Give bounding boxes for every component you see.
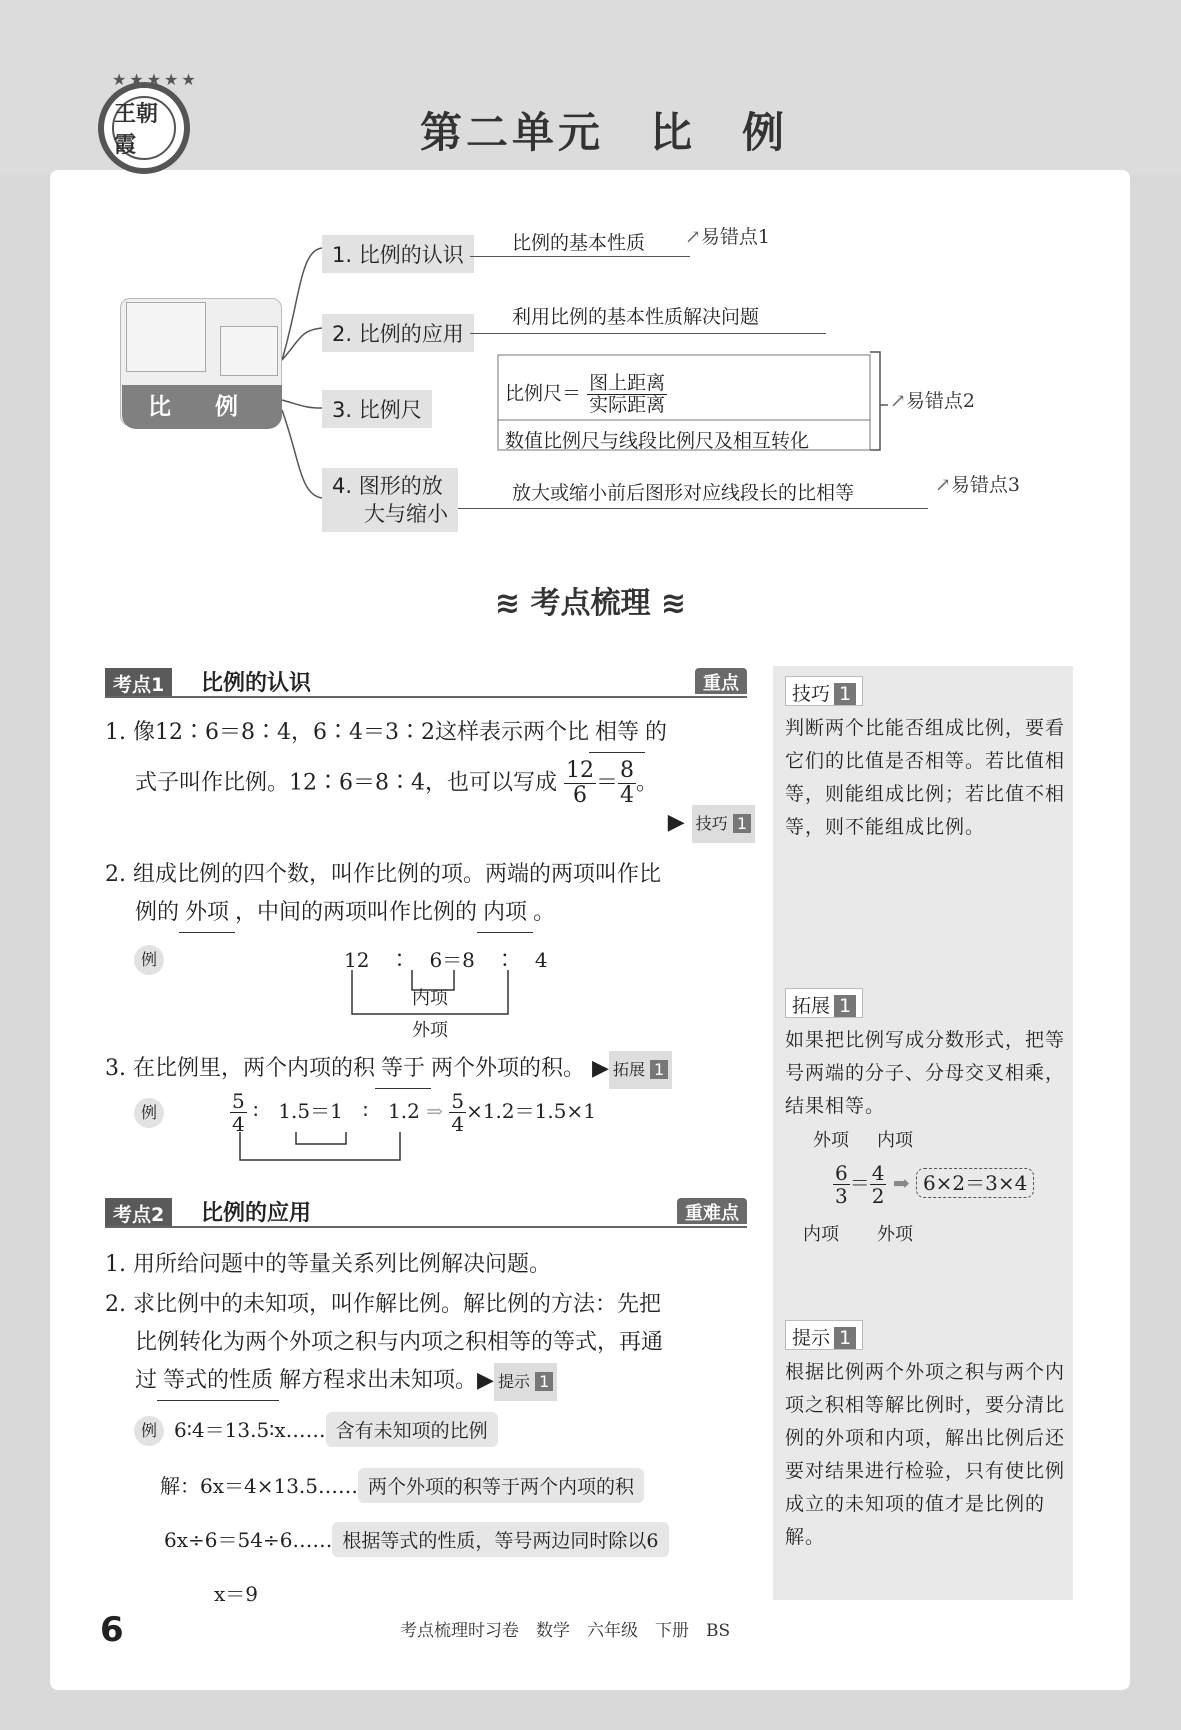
example-tag: 例	[134, 1098, 164, 1128]
branch-2-detail: 利用比例的基本性质解决问题	[512, 306, 760, 328]
branch-4-detail: 放大或缩小前后图形对应线段长的比相等	[512, 482, 855, 504]
branch-3-label: 3. 比例尺	[322, 390, 432, 428]
kp2-item1: 1. 用所给问题中的等量关系列比例解决问题。	[105, 1252, 551, 1277]
solve-step-4: x＝9	[214, 1582, 259, 1606]
arrow-icon: ↗	[685, 226, 701, 248]
branch-4-note: ↗易错点3	[935, 474, 1021, 496]
example-2-brackets	[230, 1130, 430, 1170]
kp2-header	[105, 1198, 747, 1228]
solve-step-3: 6x÷6＝54÷6…… 根据等式的性质，等号两边同时除以6	[164, 1522, 669, 1557]
example-2-expression: $\frac{5}{4}$ ∶ 1.5＝1 ∶ 1.2 ⇒ $\frac{5}{4}$ ×1.2＝1.5×1	[232, 1089, 596, 1136]
example-1-expression: 12 ∶ 6＝8 ∶ 4	[344, 948, 548, 972]
kp1-name: 比例的认识	[201, 671, 312, 696]
blank-answer: 内项	[477, 894, 533, 933]
ref-ext-1: 拓展 1	[609, 1051, 672, 1089]
arrow-icon: ↗	[935, 474, 951, 496]
root-label: 比 例	[122, 385, 282, 429]
branch-1-label: 1. 比例的认识	[322, 235, 474, 273]
ref-hint-1: 提示 1	[494, 1363, 557, 1401]
tip-1-text: 判断两个比能否组成比例，要看它们的比值是否相等。若比值相等，则能组成比例；若比值不相等，则不能组成比例。	[785, 717, 1066, 838]
ref-tip-1: 技巧 1	[692, 805, 755, 843]
page-number: 6	[100, 1610, 124, 1650]
solve-step-2: 解：6x＝4×13.5…… 两个外项的积等于两个内项的积	[160, 1468, 644, 1503]
ext-1-inner-top: 内项	[877, 1130, 913, 1151]
kp1-tag: 考点1	[105, 668, 172, 696]
arrow-icon: ⇒	[426, 1099, 443, 1123]
tip-1-tag: 技巧 1	[785, 676, 863, 706]
star-icons: ★★★★★	[112, 70, 199, 89]
kp2-badge: 重难点	[677, 1198, 747, 1224]
branch-3-note: ↗易错点2	[890, 390, 976, 412]
kp1-item1: 1. 像12∶6＝8∶4，6∶4＝3∶2这样表示两个比 相等 的 式子叫作比例。12∶6＝8∶4，也可以写成 $\frac{12}{6}$ ＝ $\frac{8}{4}$ 。 ▶ 技巧 1	[105, 714, 755, 843]
footer-text: 考点梳理时习卷 数学 六年级 下册 BS	[400, 1621, 731, 1641]
kp2-item2: 2. 求比例中的未知项，叫作解比例。解比例的方法：先把 比例转化为两个外项之积与内项之积相等的等式，再通 过 等式的性质 解方程求出未知项。▶ 提示 1	[105, 1286, 755, 1401]
ext-1-diagram: $\frac{6}{3}$ ＝ $\frac{4}{2}$ ➡ 6×2＝3×4	[833, 1162, 1034, 1207]
ext-1-inner-bot: 内项	[803, 1224, 839, 1245]
kp2-name: 比例的应用	[201, 1201, 312, 1226]
kp1-badge: 重点	[695, 668, 747, 694]
sidebar	[773, 666, 1073, 1600]
unit-title: 第二单元 比 例	[420, 108, 789, 157]
ext-1-outer-bot: 外项	[877, 1224, 913, 1245]
ext-1-outer-top: 外项	[813, 1130, 849, 1151]
blank-answer: 相等	[589, 714, 645, 753]
outer-terms-label: 外项	[412, 1020, 448, 1041]
cartoon-image	[126, 302, 206, 372]
section-title: ≋ 考点梳理 ≋	[494, 586, 687, 621]
blank-answer: 外项	[179, 894, 235, 933]
example-tag: 例	[134, 945, 164, 975]
branch-2-line	[470, 333, 826, 334]
ext-1-text: 如果把比例写成分数形式，把等号两端的分子、分母交叉相乘，结果相等。	[785, 1029, 1066, 1117]
arrow-icon: ↗	[890, 390, 906, 412]
hint-1-text: 根据比例两个外项之积与两个内项之积相等解比例时，要分清比例的外项和内项，解出比例后还要对结果进行检验，只有使比例成立的未知项的值才是比例的解。	[785, 1361, 1066, 1548]
branch-1-line	[470, 256, 690, 257]
blank-answer: 等于	[375, 1050, 431, 1089]
branch-3-detail: 数值比例尺与线段比例尺及相互转化	[505, 430, 810, 452]
branch-3-formula: 比例尺＝ $\frac{\text{图上距离}}{\text{实际距离}}$	[505, 372, 666, 416]
branch-4-line	[458, 508, 928, 509]
branch-2-label: 2. 比例的应用	[322, 314, 474, 352]
logo-text: 王朝霞	[112, 96, 176, 160]
branch-1-detail: 比例的基本性质	[512, 232, 646, 254]
hint-1-tag: 提示 1	[785, 1320, 863, 1350]
branch-4-label: 4. 图形的放 大与缩小	[322, 468, 458, 532]
kp1-item2: 2. 组成比例的四个数，叫作比例的项。两端的两项叫作比 例的 外项 ，中间的两项叫作比例的 内项 。	[105, 856, 755, 933]
branch-1-note: ↗易错点1	[685, 226, 771, 248]
kp1-header	[105, 668, 747, 698]
blank-answer: 等式的性质	[157, 1362, 279, 1401]
arrow-icon: ➡	[892, 1171, 910, 1195]
cartoon-image-small	[220, 326, 278, 376]
kp2-tag: 考点2	[105, 1198, 172, 1226]
inner-terms-label: 内项	[412, 988, 448, 1009]
ext-1-tag: 拓展 1	[785, 988, 863, 1018]
kp1-item3: 3. 在比例里，两个内项的积 等于 两个外项的积。 ▶ 拓展 1	[105, 1050, 755, 1089]
solve-step-1: 6∶4＝13.5∶x…… 含有未知项的比例	[174, 1412, 498, 1447]
example-tag: 例	[134, 1416, 164, 1446]
